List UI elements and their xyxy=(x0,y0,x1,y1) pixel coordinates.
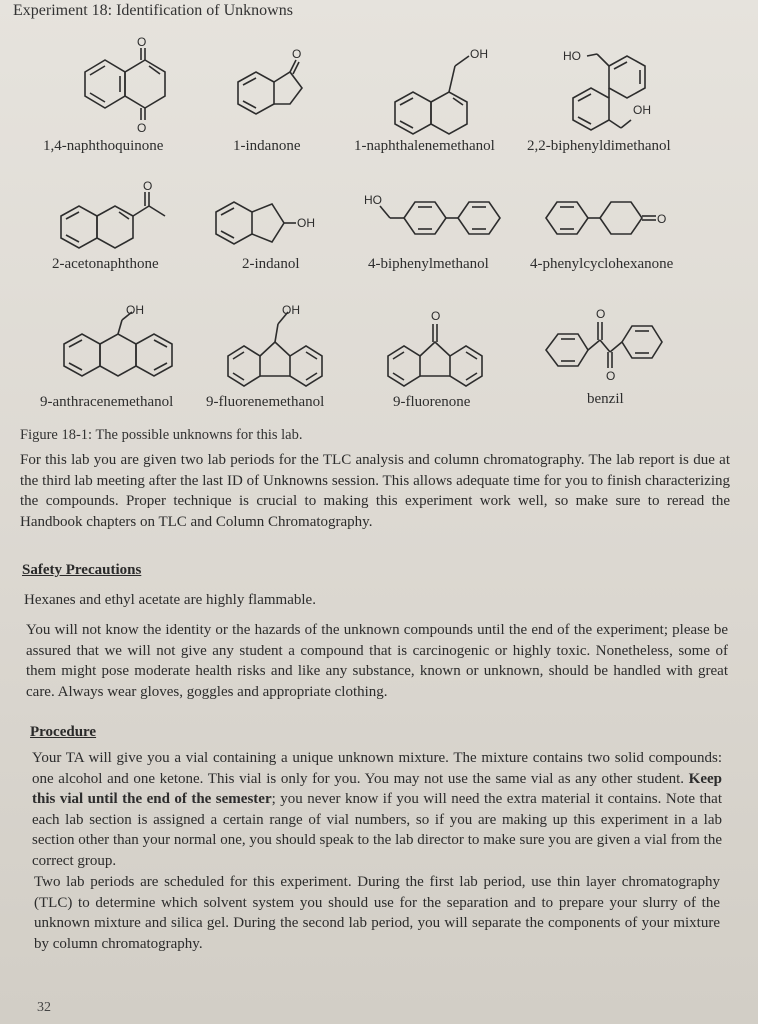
compound-label: 2,2-biphenyldimethanol xyxy=(527,138,671,154)
procedure-text: Your TA will give you a vial containing a unique unknown mixture. The mixture contains two solid compounds: one alcohol and one ketone. This vial is only for you. You may not use the same vial as any other student. xyxy=(32,750,722,787)
procedure-paragraph-2: Two lab periods are scheduled for this experiment. During the first lab period, use thin layer chromatography (TLC) to determine which solvent system you should use for the separation and to prepare your slurry of the unknown mixture and silica gel. During the second lab period, you will separate the components of your mixture by column chromatography. xyxy=(34,874,720,952)
compound-label: 1,4-naphthoquinone xyxy=(43,138,164,154)
compound-label: 4-biphenylmethanol xyxy=(368,256,489,272)
atom-label: O xyxy=(292,47,302,61)
compound-label: 1-naphthalenemethanol xyxy=(354,138,495,154)
structure-1-indanone xyxy=(228,48,328,128)
structure-1-4-naphthoquinone xyxy=(65,32,185,142)
procedure-paragraph-1 xyxy=(32,748,722,871)
page-header-title: Experiment 18: Identification of Unknowns xyxy=(13,2,293,19)
structure-4-phenylcyclohexanone xyxy=(540,188,690,252)
structure-9-anthracenemethanol xyxy=(58,300,198,390)
compound-label: 9-fluorenone xyxy=(393,394,471,410)
compound-label: 9-fluorenemethanol xyxy=(206,394,325,410)
intro-paragraph: For this lab you are given two lab periods for the TLC analysis and column chromatography. The lab report is due at the third lab meeting after the last ID of Unknowns session. This allows adequate time for you to finish characterizing the compounds. Proper technique is crucial to making this experiment work well, so make sure to reread the Handbook chapters on TLC and Column Chromatography. xyxy=(20,452,730,530)
atom-label: OH xyxy=(633,103,651,117)
atom-label: O xyxy=(137,35,147,49)
page-number: 32 xyxy=(37,1000,51,1015)
compound-label: benzil xyxy=(587,391,624,407)
atom-label: OH xyxy=(297,216,315,230)
atom-label: HO xyxy=(364,193,382,207)
compound-label: 2-indanol xyxy=(242,256,300,272)
atom-label: O xyxy=(596,307,606,321)
structure-2-2-biphenyldimethanol xyxy=(555,40,675,140)
safety-paragraph-2: You will not know the identity or the hazards of the unknown compounds until the end of the experiment; please be assured that we will not give any student a compound that is carcinogenic or highly toxic. Nonetheless, some of them might pose moderate health risks and like any substance, known or unknown, should be handled with great care. Always wear gloves, goggles and appropriate clothing. xyxy=(26,622,728,700)
structure-2-acetonaphthone xyxy=(55,180,185,260)
atom-label: O xyxy=(143,179,153,193)
atom-label: O xyxy=(431,309,441,323)
atom-label: O xyxy=(137,121,147,135)
atom-label: OH xyxy=(126,303,144,317)
procedure-emphasis: Keep this vial until the end of the semester xyxy=(32,770,722,807)
safety-paragraph-1: Hexanes and ethyl acetate are highly flammable. xyxy=(24,592,316,608)
structure-9-fluorenone xyxy=(378,298,498,392)
atom-label: OH xyxy=(282,303,300,317)
atom-label: OH xyxy=(470,47,488,61)
compound-label: 2-acetonaphthone xyxy=(52,256,159,272)
compound-label: 9-anthracenemethanol xyxy=(40,394,174,410)
atom-label: O xyxy=(606,369,616,383)
safety-heading: Safety Precautions xyxy=(22,562,142,578)
structure-benzil xyxy=(540,298,680,382)
compound-label: 4-phenylcyclohexanone xyxy=(530,256,674,272)
procedure-text: ; you never know if you will need the extra material it contains. Note that each lab section is assigned a certain range of vial numbers, so if you are making up this experiment in a lab section other than your normal one, you should speak to the lab director to make sure you are given a vial from the correct group. xyxy=(32,791,722,869)
structure-2-indanol xyxy=(210,190,340,250)
compound-label: 1-indanone xyxy=(233,138,301,154)
structure-4-biphenylmethanol xyxy=(360,188,510,252)
atom-label: O xyxy=(657,212,667,226)
procedure-heading: Procedure xyxy=(30,724,97,740)
figure-caption: Figure 18-1: The possible unknowns for this lab. xyxy=(20,427,303,443)
structure-9-fluorenemethanol xyxy=(218,298,338,392)
structure-1-naphthalenemethanol xyxy=(385,44,505,134)
atom-label: HO xyxy=(563,49,581,63)
